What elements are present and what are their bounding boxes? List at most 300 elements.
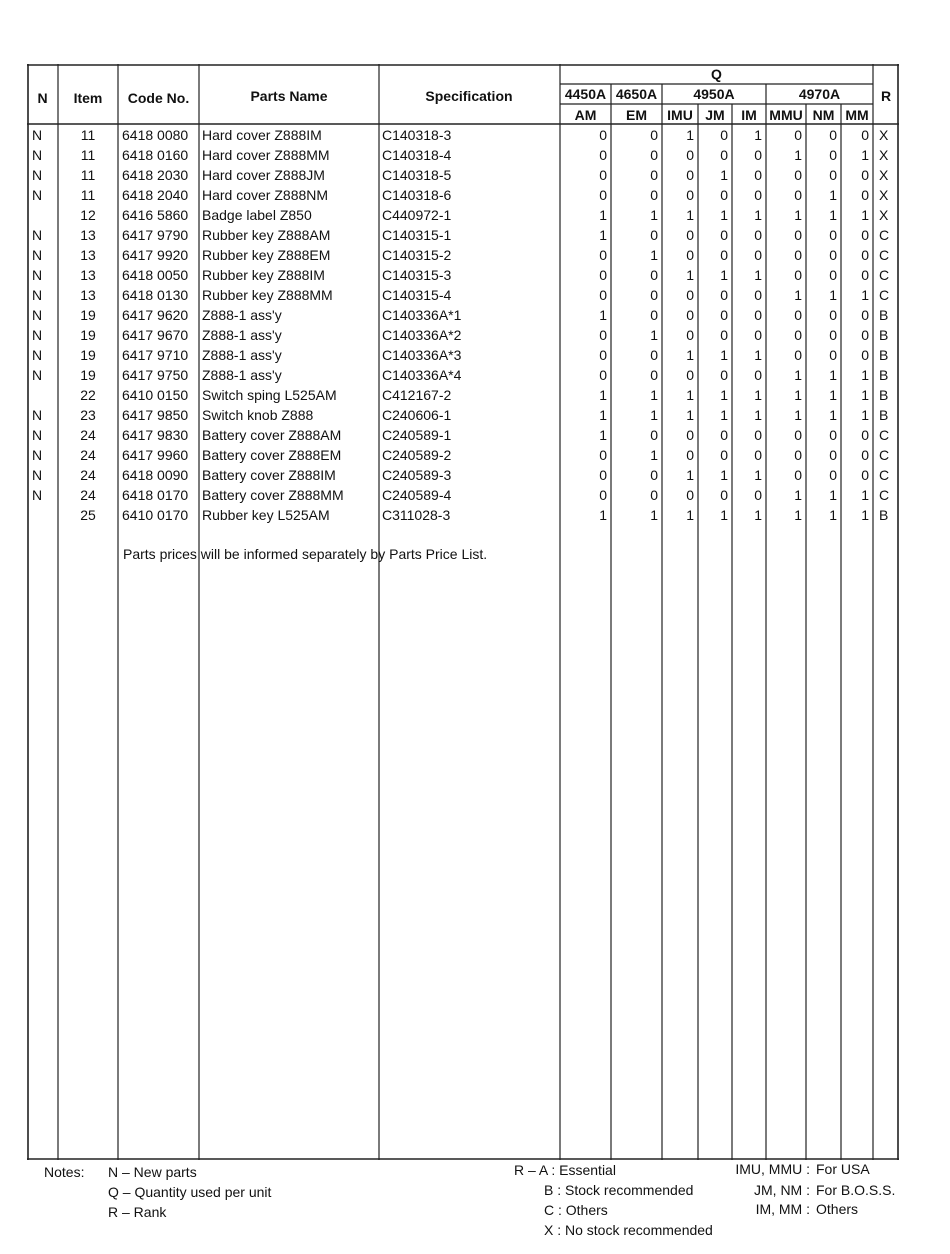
row-parts-name: Z888-1 ass'y (202, 327, 282, 343)
header-sub-imu: IMU (667, 107, 693, 123)
row-qty: 1 (599, 427, 607, 443)
row-parts-name: Rubber key Z888IM (202, 267, 325, 283)
row-qty: 1 (686, 387, 694, 403)
row-rank: C (879, 267, 890, 283)
row-item: 13 (80, 227, 96, 243)
row-qty: 0 (754, 447, 762, 463)
row-specification: C140336A*4 (382, 367, 462, 383)
row-qty: 1 (829, 507, 837, 523)
row-qty: 1 (794, 367, 802, 383)
row-qty: 1 (650, 507, 658, 523)
row-qty: 0 (794, 307, 802, 323)
row-qty: 1 (720, 507, 728, 523)
row-rank: B (879, 407, 889, 423)
row-qty: 0 (650, 367, 658, 383)
row-specification: C140336A*2 (382, 327, 462, 343)
row-qty: 1 (650, 327, 658, 343)
row-specification: C412167-2 (382, 387, 452, 403)
row-qty: 0 (754, 167, 762, 183)
row-qty: 0 (861, 187, 869, 203)
parts-table (27, 64, 899, 1160)
row-code: 6417 9830 (122, 427, 189, 443)
row-item: 13 (80, 247, 96, 263)
header-specification: Specification (425, 88, 513, 104)
row-item: 11 (80, 147, 96, 163)
row-qty: 1 (650, 247, 658, 263)
row-qty: 0 (599, 447, 607, 463)
row-new-flag: N (32, 487, 43, 503)
row-new-flag: N (32, 307, 43, 323)
row-qty: 0 (794, 267, 802, 283)
row-qty: 0 (861, 447, 869, 463)
row-qty: 0 (754, 487, 762, 503)
row-specification: C140336A*1 (382, 307, 462, 323)
header-sub-jm: JM (705, 107, 725, 123)
row-qty: 0 (599, 147, 607, 163)
row-code: 6418 2040 (122, 187, 189, 203)
row-qty: 0 (794, 227, 802, 243)
row-qty: 0 (794, 187, 802, 203)
row-qty: 0 (829, 227, 837, 243)
row-code: 6417 9960 (122, 447, 189, 463)
row-item: 19 (80, 307, 96, 323)
row-qty: 0 (686, 147, 694, 163)
row-code: 6410 0150 (122, 387, 189, 403)
notes-label: Notes: (44, 1164, 85, 1180)
row-qty: 1 (794, 487, 802, 503)
row-code: 6418 0130 (122, 287, 189, 303)
row-qty: 0 (650, 267, 658, 283)
row-new-flag: N (32, 187, 43, 203)
row-qty: 0 (650, 487, 658, 503)
row-qty: 0 (599, 127, 607, 143)
row-qty: 1 (861, 367, 869, 383)
row-parts-name: Battery cover Z888IM (202, 467, 336, 483)
row-qty: 1 (861, 507, 869, 523)
market-boss: For B.O.S.S. (816, 1182, 896, 1198)
row-qty: 0 (861, 247, 869, 263)
row-code: 6417 9790 (122, 227, 189, 243)
row-qty: 1 (720, 387, 728, 403)
note-quantity: Q – Quantity used per unit (108, 1184, 272, 1200)
rank-x-note: X : No stock recommended (544, 1222, 713, 1238)
row-qty: 0 (720, 327, 728, 343)
header-model-4950a: 4950A (693, 86, 735, 102)
row-specification: C140318-5 (382, 167, 452, 183)
row-item: 24 (80, 487, 96, 503)
row-qty: 1 (754, 267, 762, 283)
row-qty: 1 (861, 207, 869, 223)
row-qty: 1 (599, 507, 607, 523)
row-code: 6417 9620 (122, 307, 189, 323)
row-rank: B (879, 367, 889, 383)
row-qty: 0 (754, 287, 762, 303)
row-code: 6418 0170 (122, 487, 189, 503)
row-qty: 0 (794, 467, 802, 483)
row-item: 13 (80, 287, 96, 303)
row-code: 6417 9750 (122, 367, 189, 383)
note-new-parts: N – New parts (108, 1164, 197, 1180)
row-qty: 1 (754, 467, 762, 483)
row-code: 6417 9710 (122, 347, 189, 363)
row-specification: C140315-3 (382, 267, 452, 283)
row-qty: 0 (686, 227, 694, 243)
row-qty: 0 (599, 467, 607, 483)
row-qty: 0 (650, 467, 658, 483)
row-qty: 0 (650, 287, 658, 303)
row-qty: 1 (720, 267, 728, 283)
row-qty: 1 (829, 187, 837, 203)
row-qty: 0 (720, 247, 728, 263)
market-key-usa: IMU, MMU : (735, 1161, 810, 1177)
row-qty: 1 (829, 367, 837, 383)
row-new-flag: N (32, 287, 43, 303)
row-qty: 1 (686, 207, 694, 223)
row-new-flag: N (32, 167, 43, 183)
row-specification: C440972-1 (382, 207, 452, 223)
row-qty: 0 (720, 147, 728, 163)
row-qty: 0 (599, 367, 607, 383)
row-qty: 1 (754, 127, 762, 143)
row-code: 6418 2030 (122, 167, 189, 183)
header-model-4450a: 4450A (564, 86, 607, 102)
row-qty: 0 (720, 487, 728, 503)
row-specification: C140318-3 (382, 127, 452, 143)
row-new-flag: N (32, 127, 43, 143)
row-qty: 0 (720, 127, 728, 143)
row-qty: 0 (720, 307, 728, 323)
row-specification: C140315-1 (382, 227, 452, 243)
row-qty: 0 (686, 167, 694, 183)
header-code: Code No. (127, 90, 190, 106)
row-qty: 0 (829, 347, 837, 363)
row-qty: 1 (720, 167, 728, 183)
row-qty: 0 (754, 227, 762, 243)
row-qty: 0 (829, 447, 837, 463)
row-rank: C (879, 427, 890, 443)
row-qty: 1 (599, 207, 607, 223)
row-qty: 0 (599, 247, 607, 263)
row-qty: 0 (754, 247, 762, 263)
row-qty: 1 (720, 347, 728, 363)
row-specification: C240589-1 (382, 427, 452, 443)
row-rank: X (879, 147, 889, 163)
row-new-flag: N (32, 267, 43, 283)
row-item: 25 (80, 507, 96, 523)
row-new-flag: N (32, 367, 43, 383)
row-rank: C (879, 447, 890, 463)
row-qty: 0 (650, 227, 658, 243)
header-sub-nm: NM (812, 107, 835, 123)
row-code: 6417 9670 (122, 327, 189, 343)
header-sub-am: AM (574, 107, 597, 123)
row-specification: C311028-3 (382, 507, 451, 523)
row-code: 6417 9850 (122, 407, 189, 423)
row-qty: 0 (794, 167, 802, 183)
row-parts-name: Hard cover Z888IM (202, 127, 322, 143)
row-code: 6418 0090 (122, 467, 189, 483)
row-new-flag: N (32, 147, 43, 163)
row-parts-name: Switch knob Z888 (202, 407, 314, 423)
row-qty: 0 (686, 327, 694, 343)
row-rank: B (879, 327, 889, 343)
header-model-4650a: 4650A (615, 86, 658, 102)
row-rank: X (879, 167, 889, 183)
row-parts-name: Battery cover Z888AM (202, 427, 342, 443)
row-qty: 0 (861, 267, 869, 283)
row-new-flag: N (32, 347, 43, 363)
row-qty: 1 (829, 387, 837, 403)
row-qty: 0 (599, 347, 607, 363)
row-specification: C140318-6 (382, 187, 452, 203)
row-qty: 0 (720, 427, 728, 443)
row-rank: C (879, 287, 890, 303)
header-sub-mm: MM (845, 107, 869, 123)
row-qty: 0 (754, 147, 762, 163)
row-rank: C (879, 487, 890, 503)
row-qty: 0 (754, 427, 762, 443)
row-qty: 0 (650, 187, 658, 203)
row-rank: C (879, 227, 890, 243)
row-qty: 0 (861, 467, 869, 483)
row-item: 19 (80, 327, 96, 343)
header-model-4970a: 4970A (798, 86, 841, 102)
row-parts-name: Hard cover Z888MM (202, 147, 330, 163)
row-new-flag: N (32, 447, 43, 463)
row-qty: 0 (720, 187, 728, 203)
row-qty: 0 (861, 307, 869, 323)
row-qty: 1 (794, 407, 802, 423)
row-qty: 0 (650, 147, 658, 163)
row-qty: 0 (829, 167, 837, 183)
row-qty: 0 (829, 307, 837, 323)
row-qty: 1 (686, 467, 694, 483)
row-qty: 0 (861, 427, 869, 443)
row-qty: 0 (794, 127, 802, 143)
row-qty: 0 (650, 427, 658, 443)
row-qty: 0 (794, 247, 802, 263)
header-item: Item (73, 90, 103, 106)
row-specification: C240589-4 (382, 487, 452, 503)
row-qty: 0 (650, 347, 658, 363)
row-qty: 0 (686, 247, 694, 263)
row-qty: 0 (829, 327, 837, 343)
row-code: 6418 0050 (122, 267, 189, 283)
row-code: 6418 0080 (122, 127, 189, 143)
header-r: R (880, 88, 892, 104)
header-n: N (37, 90, 48, 106)
row-qty: 0 (599, 187, 607, 203)
row-new-flag: N (32, 247, 43, 263)
row-qty: 1 (754, 347, 762, 363)
row-parts-name: Z888-1 ass'y (202, 307, 282, 323)
row-qty: 0 (599, 287, 607, 303)
row-item: 19 (80, 367, 96, 383)
row-qty: 1 (794, 147, 802, 163)
row-qty: 0 (599, 267, 607, 283)
row-item: 24 (80, 427, 96, 443)
row-qty: 1 (754, 207, 762, 223)
row-qty: 0 (861, 347, 869, 363)
row-qty: 1 (720, 467, 728, 483)
row-rank: X (879, 207, 889, 223)
row-qty: 1 (650, 407, 658, 423)
row-new-flag: N (32, 467, 43, 483)
row-specification: C240589-3 (382, 467, 452, 483)
row-qty: 0 (599, 487, 607, 503)
row-qty: 1 (794, 207, 802, 223)
row-specification: C240589-2 (382, 447, 452, 463)
market-key-boss: JM, NM : (754, 1182, 810, 1198)
row-parts-name: Battery cover Z888EM (202, 447, 342, 463)
row-qty: 0 (686, 487, 694, 503)
row-new-flag: N (32, 227, 43, 243)
row-item: 11 (80, 167, 96, 183)
row-rank: C (879, 247, 890, 263)
row-rank: B (879, 347, 889, 363)
row-qty: 0 (686, 367, 694, 383)
row-qty: 0 (650, 307, 658, 323)
row-qty: 1 (599, 387, 607, 403)
row-qty: 1 (861, 287, 869, 303)
row-qty: 1 (794, 387, 802, 403)
row-qty: 1 (650, 207, 658, 223)
rank-c-note: C : Others (544, 1202, 608, 1218)
header-q: Q (711, 66, 722, 82)
row-qty: 1 (686, 267, 694, 283)
row-qty: 1 (686, 347, 694, 363)
row-rank: B (879, 387, 889, 403)
price-note: Parts prices will be informed separately by Parts Price List. (123, 546, 488, 562)
row-item: 19 (80, 347, 96, 363)
row-parts-name: Battery cover Z888MM (202, 487, 344, 503)
row-qty: 1 (650, 447, 658, 463)
row-new-flag: N (32, 327, 43, 343)
row-specification: C140315-2 (382, 247, 452, 263)
row-qty: 1 (650, 387, 658, 403)
row-code: 6418 0160 (122, 147, 189, 163)
header-sub-mmu: MMU (769, 107, 803, 123)
row-qty: 0 (754, 367, 762, 383)
row-specification: C240606-1 (382, 407, 452, 423)
row-qty: 0 (686, 447, 694, 463)
row-item: 24 (80, 447, 96, 463)
row-qty: 0 (599, 327, 607, 343)
market-key-others: IM, MM : (755, 1201, 810, 1217)
row-parts-name: Rubber key Z888AM (202, 227, 331, 243)
row-qty: 0 (686, 427, 694, 443)
row-qty: 0 (686, 187, 694, 203)
row-parts-name: Rubber key Z888MM (202, 287, 333, 303)
row-qty: 0 (829, 427, 837, 443)
row-item: 23 (80, 407, 96, 423)
row-code: 6410 0170 (122, 507, 189, 523)
row-new-flag: N (32, 427, 43, 443)
row-specification: C140315-4 (382, 287, 452, 303)
row-qty: 0 (686, 307, 694, 323)
row-specification: C140336A*3 (382, 347, 462, 363)
row-rank: C (879, 467, 890, 483)
row-item: 12 (80, 207, 96, 223)
row-parts-name: Rubber key Z888EM (202, 247, 331, 263)
row-qty: 0 (829, 147, 837, 163)
row-qty: 1 (861, 387, 869, 403)
row-rank: X (879, 187, 889, 203)
row-rank: X (879, 127, 889, 143)
row-parts-name: Hard cover Z888NM (202, 187, 329, 203)
row-code: 6416 5860 (122, 207, 189, 223)
row-item: 24 (80, 467, 96, 483)
row-qty: 1 (861, 407, 869, 423)
row-qty: 1 (829, 287, 837, 303)
row-qty: 1 (794, 507, 802, 523)
row-qty: 1 (599, 307, 607, 323)
row-qty: 0 (829, 127, 837, 143)
row-qty: 0 (754, 187, 762, 203)
market-usa: For USA (816, 1161, 870, 1177)
row-qty: 0 (650, 127, 658, 143)
row-qty: 1 (829, 207, 837, 223)
row-qty: 0 (861, 167, 869, 183)
row-qty: 1 (829, 407, 837, 423)
row-qty: 0 (861, 127, 869, 143)
row-qty: 1 (861, 487, 869, 503)
row-rank: B (879, 507, 889, 523)
note-rank: R – Rank (108, 1204, 167, 1220)
row-qty: 0 (720, 447, 728, 463)
row-qty: 0 (861, 227, 869, 243)
row-item: 13 (80, 267, 96, 283)
row-qty: 1 (686, 127, 694, 143)
row-qty: 1 (686, 507, 694, 523)
row-parts-name: Z888-1 ass'y (202, 347, 282, 363)
row-item: 11 (80, 187, 96, 203)
row-qty: 0 (754, 307, 762, 323)
row-qty: 1 (754, 507, 762, 523)
row-qty: 0 (720, 227, 728, 243)
row-qty: 1 (861, 147, 869, 163)
row-qty: 1 (720, 207, 728, 223)
row-qty: 0 (720, 367, 728, 383)
row-qty: 0 (829, 247, 837, 263)
row-new-flag: N (32, 407, 43, 423)
row-item: 22 (80, 387, 96, 403)
row-qty: 0 (754, 327, 762, 343)
row-rank: B (879, 307, 889, 323)
row-qty: 0 (720, 287, 728, 303)
row-qty: 1 (686, 407, 694, 423)
row-qty: 0 (794, 347, 802, 363)
row-qty: 1 (794, 287, 802, 303)
row-parts-name: Z888-1 ass'y (202, 367, 282, 383)
row-qty: 0 (829, 267, 837, 283)
row-qty: 1 (720, 407, 728, 423)
row-qty: 1 (599, 407, 607, 423)
row-specification: C140318-4 (382, 147, 452, 163)
row-qty: 0 (794, 427, 802, 443)
row-qty: 1 (754, 407, 762, 423)
row-item: 11 (80, 127, 96, 143)
row-qty: 0 (861, 327, 869, 343)
row-parts-name: Rubber key L525AM (202, 507, 330, 523)
market-others: Others (816, 1201, 859, 1217)
row-parts-name: Switch sping L525AM (202, 387, 337, 403)
row-parts-name: Hard cover Z888JM (202, 167, 325, 183)
header-sub-em: EM (626, 107, 647, 123)
header-sub-im: IM (741, 107, 757, 123)
row-qty: 0 (794, 327, 802, 343)
header-parts-name: Parts Name (250, 88, 328, 104)
